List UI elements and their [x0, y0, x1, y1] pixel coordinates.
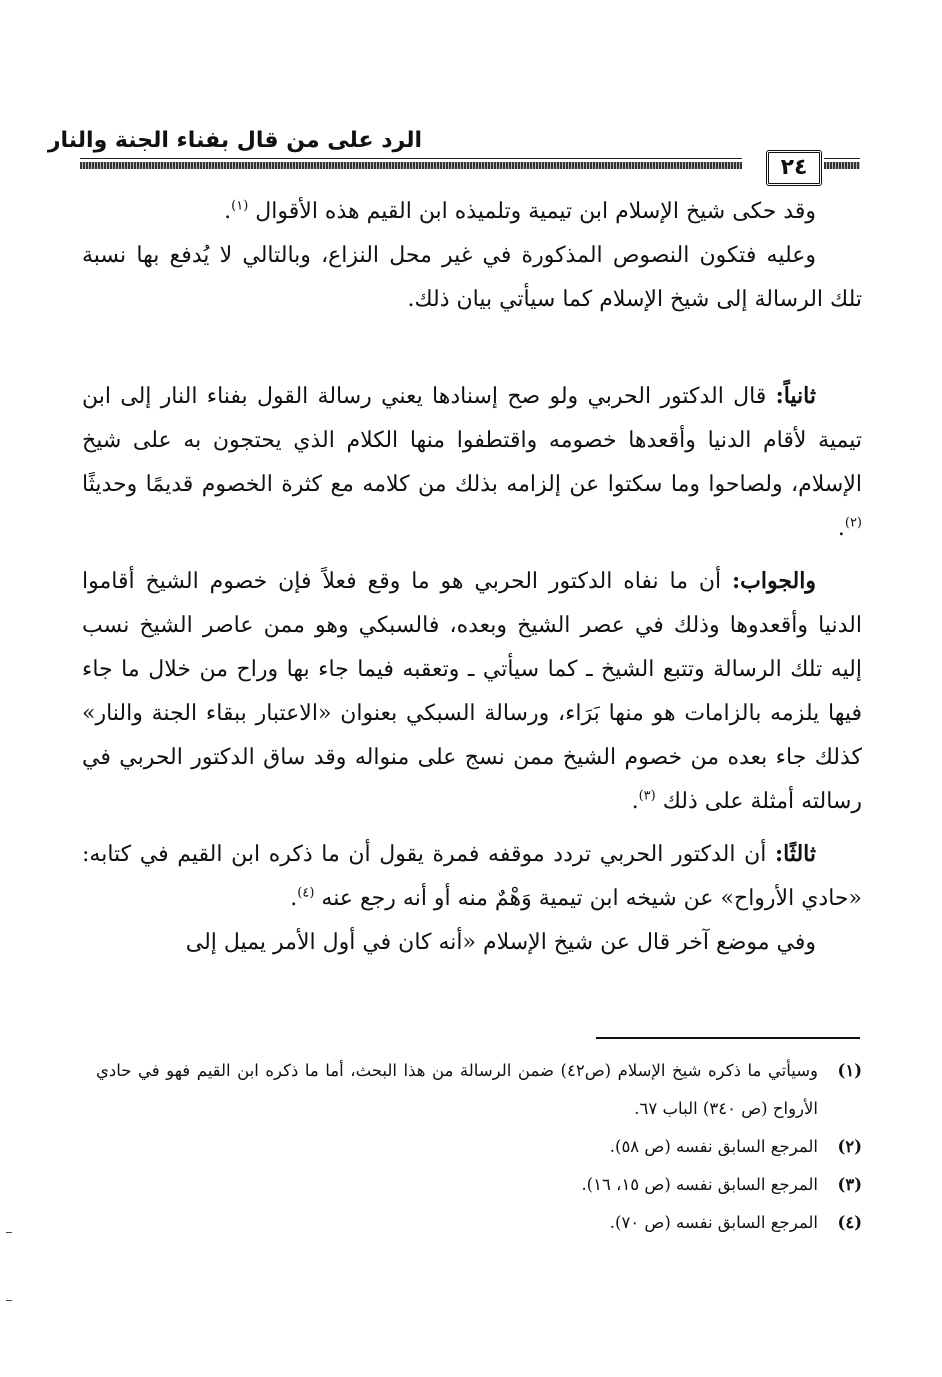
paragraph-end: . — [631, 789, 639, 814]
footnote-number: (٣) — [837, 1175, 862, 1194]
footnote-item — [96, 1166, 862, 1204]
paragraph-gap — [82, 824, 862, 832]
header-rule-line — [80, 158, 742, 159]
footnote-text: المرجع السابق نفسه (ص ٧٠). — [609, 1213, 818, 1232]
paragraph-text: أن ما نفاه الدكتور الحربي هو ما وقع فعلاً فإن خصوم الشيخ أقاموا الدنيا وأقعدوها وذلك في عصر الشيخ وبعده، فالسبكي وهو ممن عاصر الشيخ نسب إليه تلك الرسالة وتتبع الشيخ ـ كما سيأتي ـ وتعقبه فيما جاء بها وراح من خلال ما جاء فيها يلزمه بالزامات هو منها بَرَاء، ورسالة السبكي بعنوان «الاعتبار ببقاء الجنة والنار» كذلك جاء بعده من خصوم الشيخ ممن نسج على منواله وقد ساق الدكتور الحربي في رسالته أمثلة على ذلك — [82, 569, 862, 814]
page-number: ٢٤ — [766, 150, 822, 186]
footnote-item — [96, 1204, 862, 1242]
footnote-ref: (٣) — [638, 788, 656, 804]
paragraph-lead: ثالثًا: — [775, 841, 816, 867]
footnote-number: (٢) — [837, 1137, 862, 1156]
main-text — [82, 190, 862, 965]
paragraph-end: . — [290, 886, 298, 911]
scan-mark — [6, 1232, 12, 1233]
footnote-ref: (٤) — [297, 885, 315, 901]
paragraph-lead: ثانياً: — [775, 383, 816, 409]
footnote-ref: (١) — [231, 198, 249, 214]
footnotes — [96, 1052, 862, 1242]
paragraph-1 — [82, 190, 862, 234]
footnote-number: (١) — [837, 1061, 862, 1080]
paragraph-text: وعليه فتكون النصوص المذكورة في غير محل النزاع، وبالتالي لا يُدفع بها نسبة تلك الرسالة إلى شيخ الإسلام كما سيأتي بيان ذلك. — [82, 243, 862, 312]
footnote-separator — [596, 1037, 860, 1039]
header-rule-pattern-right — [824, 162, 860, 169]
scan-mark — [6, 1300, 12, 1301]
paragraph-end: . — [837, 516, 845, 541]
header-rule-line-right — [824, 158, 860, 159]
footnote-text: المرجع السابق نفسه (ص ٥٨). — [609, 1137, 818, 1156]
paragraph-text: وفي موضع آخر قال عن شيخ الإسلام «أنه كان في أول الأمر يميل إلى — [185, 930, 816, 955]
paragraph-gap — [82, 551, 862, 559]
paragraph-text: قال الدكتور الحربي ولو صح إسنادها يعني رسالة القول بفناء النار إلى ابن تيمية لأقام الدنيا وأقعدها خصومه واقتطفوا منها الكلام الذي يحتجون به على شيخ الإسلام، ولصاحوا وما سكتوا عن إلزامه بذلك من كلامه مع كثرة الخصوم قديمًا وحديثًا — [82, 384, 862, 497]
paragraph-2 — [82, 234, 862, 322]
footnote-text: المرجع السابق نفسه (ص ١٥، ١٦). — [581, 1175, 818, 1194]
paragraph-gap — [82, 322, 862, 374]
running-header — [47, 128, 860, 188]
footnote-item — [96, 1128, 862, 1166]
paragraph-6 — [82, 921, 862, 965]
header-rule-pattern — [80, 162, 742, 169]
paragraph-text: أن الدكتور الحربي تردد موقفه فمرة يقول أن ما ذكره ابن القيم في كتابه: «حادي الأرواح» عن شيخه ابن تيمية وَهْمٌ منه أو أنه رجع عنه — [82, 842, 862, 911]
paragraph-lead: والجواب: — [732, 568, 816, 594]
paragraph-text: وقد حكى شيخ الإسلام ابن تيمية وتلميذه ابن القيم هذه الأقوال — [255, 199, 816, 224]
footnote-number: (٤) — [837, 1213, 862, 1232]
footnote-text: وسيأتي ما ذكره شيخ الإسلام (ص٤٢) ضمن الرسالة من هذا البحث، أما ما ذكره ابن القيم فهو في حادي الأرواح (ص ٣٤٠) الباب ٦٧. — [96, 1061, 818, 1118]
paragraph-4 — [82, 559, 862, 824]
footnote-ref: (٢) — [844, 515, 862, 531]
footnote-item — [96, 1052, 862, 1128]
paragraph-end: . — [224, 199, 232, 224]
paragraph-5 — [82, 832, 862, 921]
paragraph-3 — [82, 374, 862, 551]
header-title: الرد على من قال بفناء الجنة والنار — [47, 128, 422, 153]
